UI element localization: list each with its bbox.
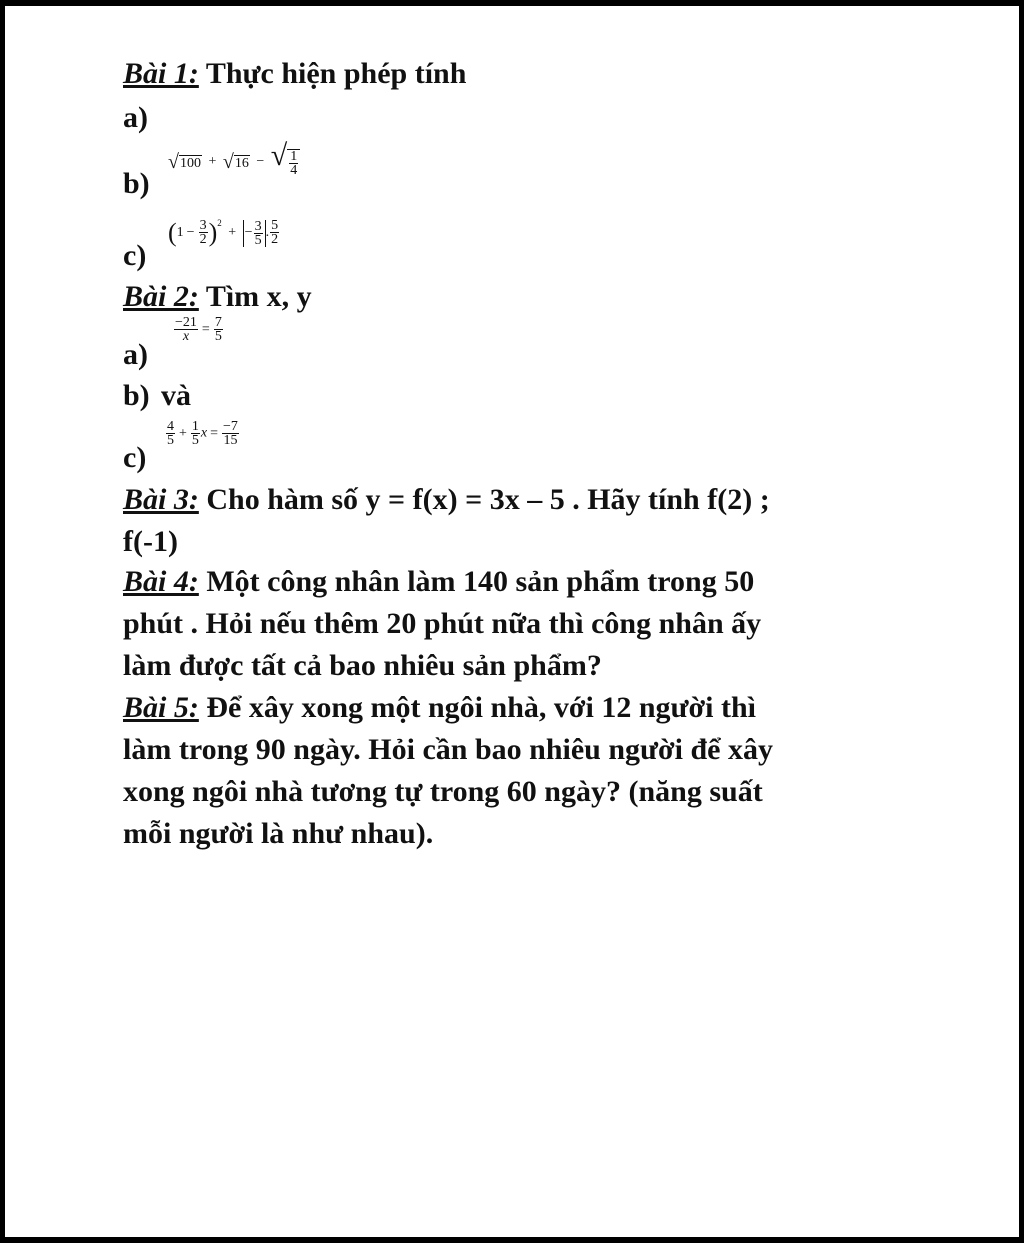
bai2-a-tag: a) [123, 338, 148, 371]
bai1-heading [123, 56, 466, 92]
bai2-c-tag: c) [123, 441, 147, 474]
bai5-text-3: xong ngôi nhà tương tự trong 60 ngày? (năng suất [123, 775, 763, 808]
bai5-line3 [123, 774, 763, 810]
bai5-text-1: Để xây xong một ngôi nhà, với 12 người thì [206, 691, 756, 724]
bai2-c-expression: $\frac{4}{5}$ + $\frac{1}{5}$ x = $\frac{-7}{15}$ [167, 419, 238, 448]
c-f1-num: 3 [199, 218, 207, 234]
sqrt-16: 16 [234, 155, 249, 171]
bai1-c-expression: (1 − $\frac{3}{2}$ )$^2$ + − $\frac{3}{5}$ . $\frac{5}{2}$ [168, 217, 279, 248]
c-f2-num: 3 [254, 218, 262, 234]
bai1-b-expression: √ 100 + √ 16 − √ $\frac{1}{4}$ [168, 146, 300, 177]
c2-d3: 15 [223, 433, 238, 448]
bai2-item-c [123, 440, 146, 476]
bai1-item-a [123, 100, 148, 136]
bai5-text-4: mỗi người là như nhau). [123, 817, 434, 850]
bai3-text-1: Cho hàm số y = f(x) = 3x – 5 . Hãy tính f(2) ; [206, 483, 770, 516]
document-page [5, 6, 1019, 1237]
bai1-b-tag: b) [123, 167, 150, 200]
c-exponent: 2 [217, 218, 222, 228]
bai5-label: Bài 5: [123, 691, 199, 724]
bai3-label: Bài 3: [123, 483, 199, 516]
bai2-b-tag: b) [123, 379, 150, 412]
bai3-text-2: f(-1) [123, 525, 178, 558]
bai4-line2 [123, 606, 761, 642]
c-one: 1 [176, 225, 184, 240]
a-den1: x [182, 329, 190, 344]
bai2-heading [123, 279, 312, 315]
bai1-item-b [123, 166, 150, 202]
bai1-title: Thực hiện phép tính [205, 57, 467, 90]
c-f2-den: 5 [254, 232, 262, 248]
bai4-text-1: Một công nhân làm 140 sản phẩm trong 50 [206, 565, 755, 598]
c2-d1: 5 [167, 433, 174, 448]
bai2-a-expression: $\frac{-21}{x}$ = $\frac{7}{5}$ [175, 315, 222, 344]
bai5-line1 [123, 690, 756, 726]
bai5-text-2: làm trong 90 ngày. Hỏi cần bao nhiêu người để xây [123, 733, 773, 766]
c-f3-den: 2 [271, 232, 279, 248]
bai4-line1 [123, 564, 754, 600]
bai2-title: Tìm x, y [205, 280, 312, 313]
bai2-b-text: và [161, 379, 191, 412]
bai2-item-b [123, 378, 191, 414]
sqrt-frac-den: 4 [290, 163, 298, 178]
c-f1-den: 2 [199, 232, 207, 248]
bai5-line2 [123, 732, 773, 768]
c2-var: x [200, 425, 208, 441]
c2-d2: 5 [191, 433, 199, 448]
bai1-label: Bài 1: [123, 57, 199, 90]
c2-n3: −7 [223, 419, 238, 434]
bai1-c-tag: c) [123, 239, 147, 272]
bai2-item-a [123, 337, 148, 373]
bai4-line3 [123, 648, 602, 684]
bai3-line2 [123, 524, 178, 560]
c-f3-num: 5 [271, 218, 279, 234]
bai5-line4 [123, 816, 433, 852]
c2-n1: 4 [167, 419, 174, 434]
a-den2: 5 [214, 329, 222, 344]
a-num1: −21 [175, 315, 197, 330]
sqrt-frac-num: 1 [290, 149, 298, 164]
sqrt-100: 100 [179, 155, 201, 171]
a-num2: 7 [214, 315, 222, 330]
c2-n2: 1 [191, 419, 199, 434]
bai4-text-2: phút . Hỏi nếu thêm 20 phút nữa thì công nhân ấy [123, 607, 762, 640]
bai4-label: Bài 4: [123, 565, 199, 598]
bai1-a-tag: a) [123, 101, 148, 134]
bai2-label: Bài 2: [123, 280, 199, 313]
bai4-text-3: làm được tất cả bao nhiêu sản phẩm? [123, 649, 602, 682]
bai1-item-c [123, 238, 146, 274]
bai3-line1 [123, 482, 770, 518]
